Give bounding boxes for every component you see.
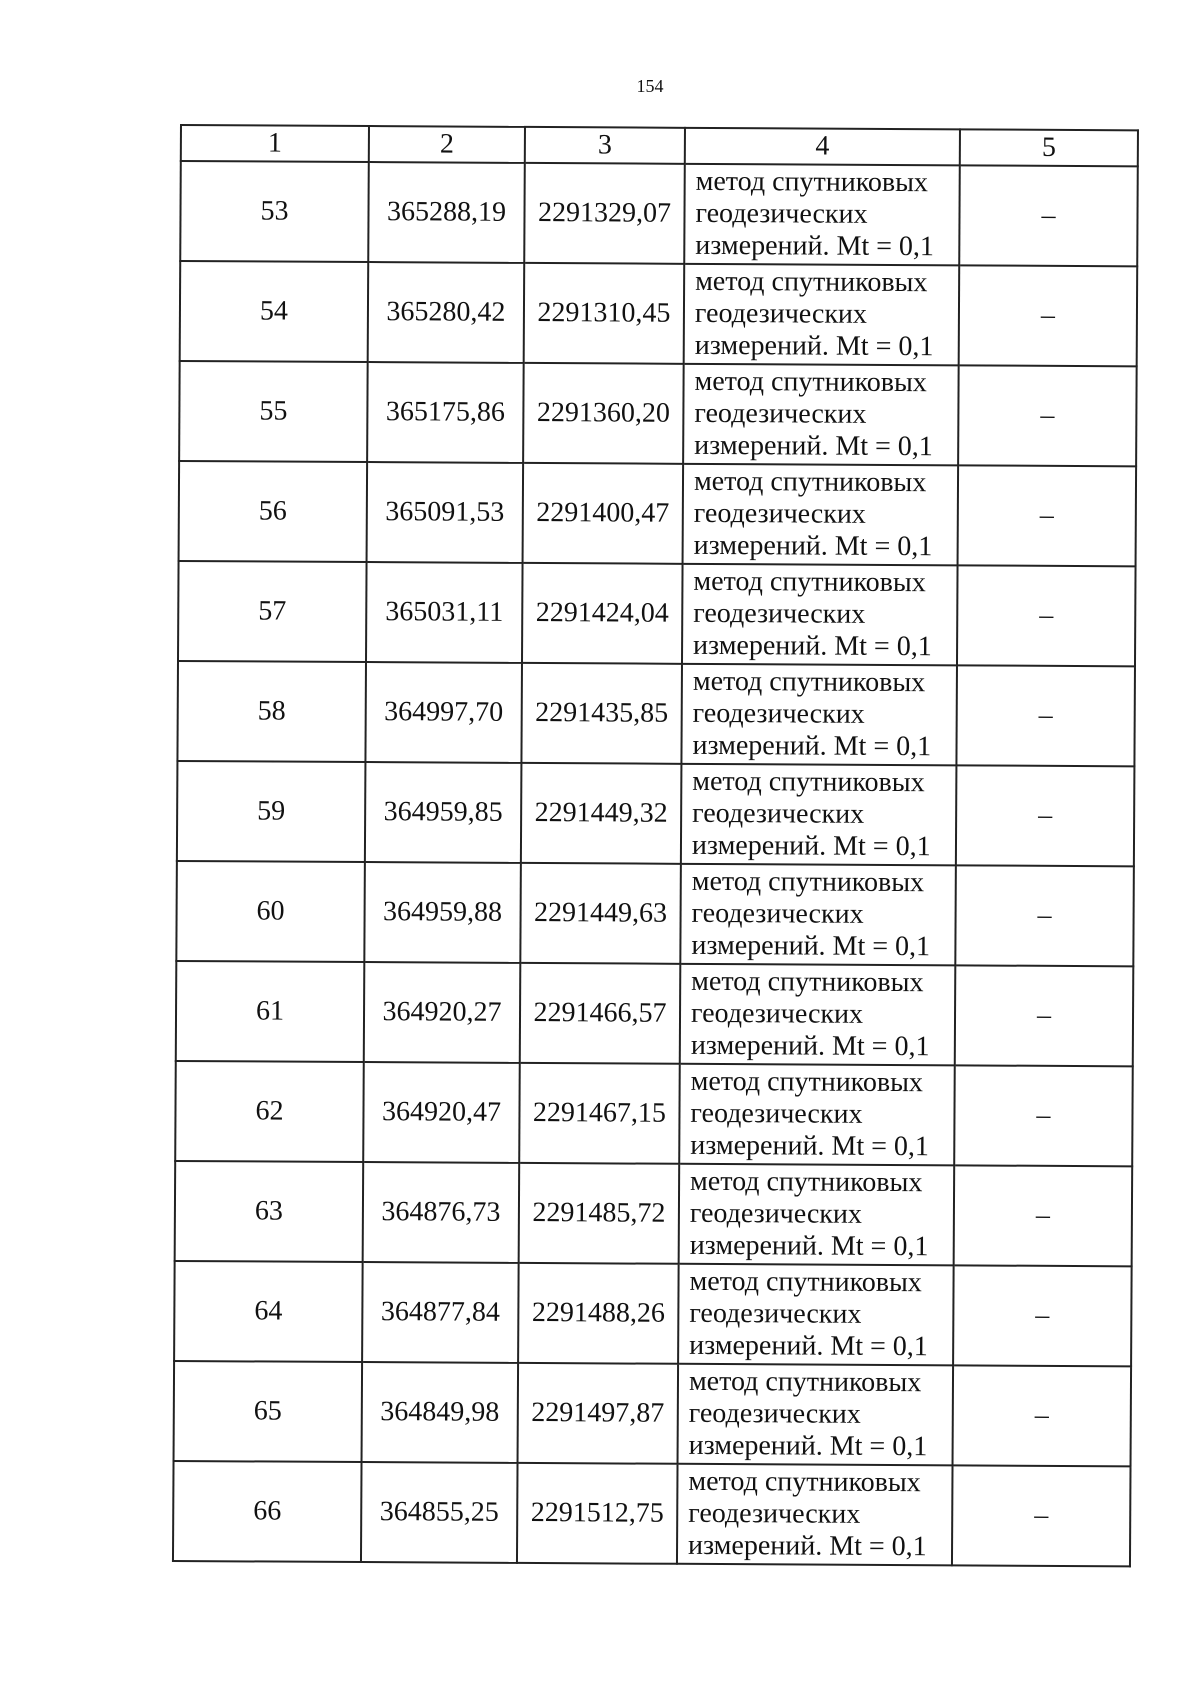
column-header-1: 1 xyxy=(181,125,369,162)
x-coordinate-cell: 364920,27 xyxy=(364,962,521,1063)
point-number-cell: 60 xyxy=(176,861,365,962)
y-coordinate-cell: 2291512,75 xyxy=(517,1463,678,1564)
table-row xyxy=(176,861,1134,966)
coordinates-table-wrapper xyxy=(172,124,1137,1567)
point-number-cell: 55 xyxy=(179,361,368,462)
method-line-3: измерений. Mt = 0,1 xyxy=(688,1429,928,1463)
method-line-2: геодезических xyxy=(688,1497,861,1530)
method-line-3: измерений. Mt = 0,1 xyxy=(693,629,932,663)
x-coordinate-cell: 364997,70 xyxy=(365,662,522,763)
coordinates-table xyxy=(172,124,1139,1567)
y-coordinate-cell: 2291497,87 xyxy=(518,1363,679,1464)
y-coordinate-cell: 2291435,85 xyxy=(521,663,682,764)
y-coordinate-cell: 2291310,45 xyxy=(524,263,685,364)
x-coordinate-cell: 365031,11 xyxy=(366,562,523,663)
note-cell: – xyxy=(959,265,1138,366)
method-line-2: геодезических xyxy=(689,1297,862,1330)
method-cell xyxy=(682,564,958,666)
point-number-cell: 66 xyxy=(173,1461,362,1562)
note-cell: – xyxy=(954,1065,1133,1166)
y-coordinate-cell: 2291466,57 xyxy=(520,963,681,1064)
method-cell xyxy=(680,864,956,966)
method-line-2: геодезических xyxy=(694,297,868,330)
point-number-cell: 59 xyxy=(177,761,366,862)
note-cell: – xyxy=(953,1265,1132,1366)
method-line-1: метод спутниковых xyxy=(695,165,929,199)
method-cell xyxy=(681,764,957,866)
table-header-row xyxy=(181,125,1138,166)
method-line-1: метод спутниковых xyxy=(693,465,927,499)
point-number-cell: 53 xyxy=(180,161,369,262)
method-line-2: геодезических xyxy=(690,997,864,1030)
point-number-cell: 64 xyxy=(174,1261,363,1362)
method-cell xyxy=(683,464,959,566)
method-line-3: измерений. Mt = 0,1 xyxy=(689,1329,928,1363)
column-header-4: 4 xyxy=(685,128,960,166)
method-line-3: измерений. Mt = 0,1 xyxy=(690,1129,930,1163)
note-cell: – xyxy=(957,565,1136,666)
method-cell xyxy=(679,1164,955,1266)
table-row xyxy=(180,161,1138,266)
method-line-3: измерений. Mt = 0,1 xyxy=(694,329,934,363)
note-cell: – xyxy=(959,165,1138,266)
x-coordinate-cell: 364876,73 xyxy=(363,1162,520,1263)
x-coordinate-cell: 364855,25 xyxy=(361,1462,518,1563)
note-cell: – xyxy=(958,365,1137,466)
point-number-cell: 54 xyxy=(180,261,369,362)
point-number-cell: 65 xyxy=(174,1361,363,1462)
method-line-3: измерений. Mt = 0,1 xyxy=(694,429,933,463)
table-row xyxy=(179,361,1137,466)
method-cell xyxy=(683,364,959,466)
method-line-3: измерений. Mt = 0,1 xyxy=(687,1529,927,1563)
method-line-1: метод спутниковых xyxy=(692,765,925,799)
note-cell: – xyxy=(953,1365,1132,1466)
x-coordinate-cell: 364849,98 xyxy=(362,1362,519,1463)
method-line-2: геодезических xyxy=(691,897,864,930)
method-line-1: метод спутниковых xyxy=(693,565,926,599)
x-coordinate-cell: 364877,84 xyxy=(362,1262,519,1363)
point-number-cell: 58 xyxy=(177,661,366,762)
method-line-3: измерений. Mt = 0,1 xyxy=(695,229,935,263)
method-line-1: метод спутниковых xyxy=(695,265,928,299)
point-number-cell: 61 xyxy=(176,961,365,1062)
method-line-1: метод спутниковых xyxy=(688,1365,922,1399)
method-line-3: измерений. Mt = 0,1 xyxy=(693,529,933,563)
table-row xyxy=(178,561,1136,666)
method-cell xyxy=(684,164,960,266)
x-coordinate-cell: 364959,88 xyxy=(364,862,521,963)
y-coordinate-cell: 2291360,20 xyxy=(523,363,684,464)
method-line-2: геодезических xyxy=(693,497,866,530)
x-coordinate-cell: 365288,19 xyxy=(368,162,525,263)
method-line-1: метод спутниковых xyxy=(689,1265,922,1299)
column-header-3: 3 xyxy=(525,127,685,164)
note-cell: – xyxy=(955,865,1134,966)
y-coordinate-cell: 2291488,26 xyxy=(518,1263,679,1364)
method-line-3: измерений. Mt = 0,1 xyxy=(690,1029,930,1063)
method-line-1: метод спутниковых xyxy=(692,665,926,699)
note-cell: – xyxy=(956,665,1135,766)
table-row xyxy=(177,661,1135,766)
method-line-3: измерений. Mt = 0,1 xyxy=(692,729,932,763)
method-line-2: геодезических xyxy=(694,397,867,430)
column-header-2: 2 xyxy=(369,126,525,163)
method-line-2: геодезических xyxy=(692,797,865,830)
table-row xyxy=(174,1261,1132,1366)
method-line-2: геодезических xyxy=(695,197,868,230)
x-coordinate-cell: 364959,85 xyxy=(365,762,522,863)
x-coordinate-cell: 365091,53 xyxy=(367,462,524,563)
y-coordinate-cell: 2291467,15 xyxy=(519,1063,680,1164)
table-row xyxy=(177,761,1135,866)
y-coordinate-cell: 2291485,72 xyxy=(519,1163,680,1264)
method-line-1: метод спутниковых xyxy=(694,365,927,399)
column-header-5: 5 xyxy=(960,129,1138,166)
method-line-3: измерений. Mt = 0,1 xyxy=(689,1229,929,1263)
x-coordinate-cell: 365280,42 xyxy=(368,262,525,363)
method-line-2: геодезических xyxy=(689,1197,863,1230)
table-row xyxy=(174,1361,1132,1466)
note-cell: – xyxy=(952,1465,1131,1566)
method-cell xyxy=(678,1364,954,1466)
method-line-1: метод спутниковых xyxy=(691,965,924,999)
point-number-cell: 57 xyxy=(178,561,367,662)
y-coordinate-cell: 2291449,32 xyxy=(521,763,682,864)
method-cell xyxy=(681,664,957,766)
method-cell xyxy=(680,964,956,1066)
method-line-3: измерений. Mt = 0,1 xyxy=(691,829,931,863)
note-cell: – xyxy=(956,765,1135,866)
method-cell xyxy=(684,264,960,366)
method-line-2: геодезических xyxy=(690,1097,863,1130)
method-line-2: геодезических xyxy=(688,1397,861,1430)
note-cell: – xyxy=(958,465,1137,566)
y-coordinate-cell: 2291449,63 xyxy=(520,863,681,964)
point-number-cell: 56 xyxy=(179,461,368,562)
page-number: 154 xyxy=(636,76,664,96)
table-row xyxy=(179,461,1137,566)
x-coordinate-cell: 365175,86 xyxy=(367,362,524,463)
point-number-cell: 63 xyxy=(175,1161,364,1262)
x-coordinate-cell: 364920,47 xyxy=(363,1062,520,1163)
table-row xyxy=(180,261,1138,366)
method-cell xyxy=(677,1464,953,1566)
y-coordinate-cell: 2291329,07 xyxy=(524,163,685,264)
table-row xyxy=(175,1061,1133,1166)
table-row xyxy=(176,961,1134,1066)
method-line-3: измерений. Mt = 0,1 xyxy=(691,929,931,963)
table-row xyxy=(175,1161,1133,1266)
table-row xyxy=(173,1461,1131,1566)
method-cell xyxy=(679,1064,955,1166)
table-body xyxy=(173,161,1138,1566)
method-line-1: метод спутниковых xyxy=(691,865,925,899)
point-number-cell: 62 xyxy=(175,1061,364,1162)
method-line-1: метод спутниковых xyxy=(690,1065,924,1099)
method-line-1: метод спутниковых xyxy=(688,1465,921,1499)
method-line-2: геодезических xyxy=(693,597,866,630)
y-coordinate-cell: 2291400,47 xyxy=(523,463,684,564)
method-line-1: метод спутниковых xyxy=(690,1165,923,1199)
method-line-2: геодезических xyxy=(692,697,865,730)
y-coordinate-cell: 2291424,04 xyxy=(522,563,683,664)
note-cell: – xyxy=(954,1165,1133,1266)
note-cell: – xyxy=(955,965,1134,1066)
method-cell xyxy=(678,1264,954,1366)
